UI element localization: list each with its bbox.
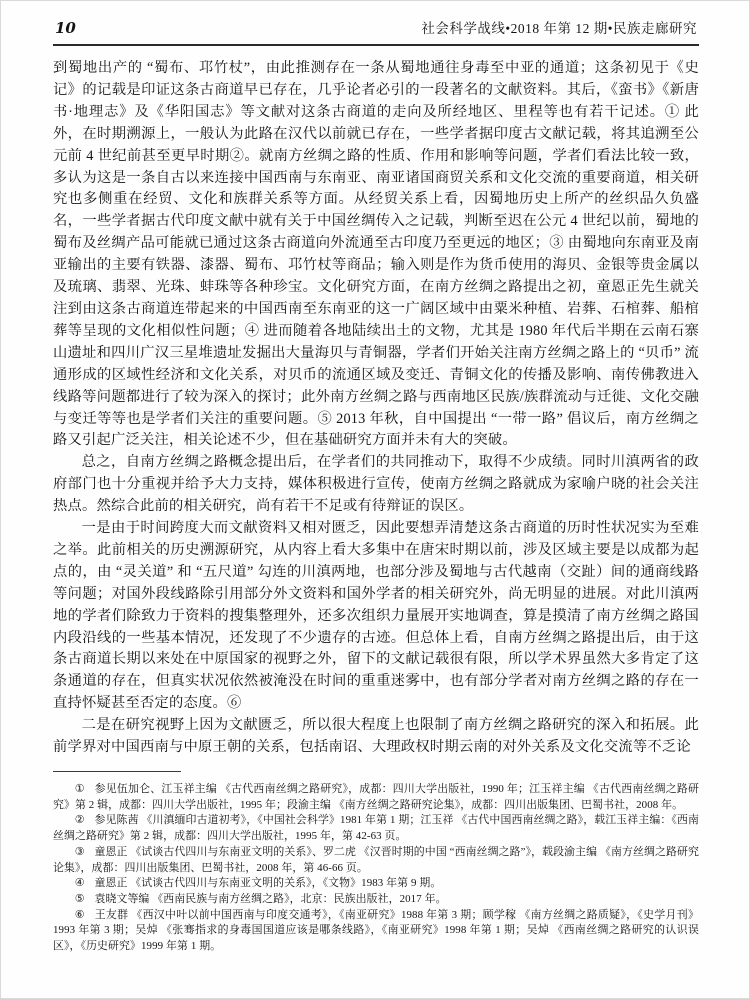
footnote-text: 参见陈茜 《川滇缅印古道初考》，《中国社会科学》1981 年第 1 期；江玉祥 《古代中国西南丝绸之路》，载江玉祥主编：《西南丝绸之路研究》第 2 辑，成都：四川大学出版社，1995 年，第 42-63 页。: [53, 814, 699, 843]
footnote-marker: ④: [74, 877, 85, 890]
footnote-text: 童恩正 《试谈古代四川与东南亚文明的关系》，《文物》1983 年第 9 期。: [94, 877, 442, 890]
footnote: [53, 908, 699, 955]
footnote-marker: ②: [74, 814, 85, 827]
footnote-marker: ⑥: [74, 908, 85, 921]
journal-header: 社会科学战线•2018 年第 12 期•民族走廊研究: [421, 21, 697, 36]
body-paragraph: 一是由于时间跨度大而文献资料又相对匮乏，因此要想弄清楚这条古商道的历时性状况实为至难之举。此前相关的历史溯源研究，从内容上看大多集中在唐宋时期以前，涉及区域主要是以成都为起点的，由 “灵关道” 和 “五尺道” 勾连的川滇两地，也部分涉及蜀地与古代越南（交趾）间的通商线路等问题；对国外段线路除引用部分外文资料和国外学者的相关研究外，尚无明显的进展。对此川滇两地的学者们除致力于资料的搜集整理外，还多次组织力量展开实地调查，算是摸清了南方丝绸之路国内段沿线的一些基本情况，还发现了不少遗存的古迹。但总体上看，自南方丝绸之路提出后，由于这条古商道长期以来处在中原国家的视野之外，留下的文献记载很有限，所以学术界虽然大多肯定了这条通道的存在，但真实状况依然被淹没在时间的重重迷雾中，也有部分学者对南方丝绸之路的存在一直持怀疑甚至否定的态度。⑥: [53, 520, 699, 712]
footnote-marker: ①: [74, 783, 85, 795]
footnote: [53, 876, 699, 892]
footnote-marker: ⑤: [74, 892, 85, 905]
body-paragraph: 二是在研究视野上因为文献匮乏，所以很大程度上也限制了南方丝绸之路研究的深入和拓展。此前学界对中国西南与中原王朝的关系，包括南诏、大理政权时期云南的对外关系及文化交流等不乏论: [53, 717, 699, 756]
footnote: [53, 845, 699, 876]
page-number: 10: [55, 19, 76, 37]
footnote-text: 袁晓文等编 《西南民族与南方丝绸之路》，北京：民族出版社，2017 年。: [94, 892, 447, 905]
footnote: [53, 782, 699, 813]
footnote-separator-rule: [53, 771, 181, 772]
footnote-text: 参见伍加仑、江玉祥主编 《古代西南丝绸之路研究》，成都：四川大学出版社，1990 年；江玉祥主编 《古代西南丝绸之路研究》第 2 辑，成都：四川大学出版社，1995 年；段渝主编 《南方丝绸之路研究论集》，成都：四川出版集团、巴蜀书社，2008 年。: [53, 783, 699, 811]
footnote-text: 童恩正 《试谈古代四川与东南亚文明的关系》、罗二虎 《汉晋时期的中国 “西南丝绸之路”》，载段渝主编 《南方丝绸之路研究论集》，成都：四川出版集团、巴蜀书社，2008 年，第 46-66 页。: [53, 845, 699, 874]
footnote-text: 王友群 《西汉中叶以前中国西南与印度交通考》，《南亚研究》1988 年第 3 期；顾学稼 《南方丝绸之路质疑》，《史学月刊》1993 年第 3 期；吴焯 《张骞指求的身毒国国道应该是哪条线路》，《南亚研究》1998 年第 1 期；吴焯 《西南丝绸之路研究的认识误区》，《历史研究》1999 年第 1 期。: [53, 908, 699, 953]
footnote: [53, 813, 699, 844]
page-header: [53, 13, 699, 37]
footnote: [53, 892, 699, 908]
footnote-marker: ③: [74, 845, 85, 858]
body-paragraph: 到蜀地出产的 “蜀布、邛竹杖”，由此推测存在一条从蜀地通往身毒至中亚的通道；这条初见于《史记》的记载是印证这条古商道早已存在，几乎论者必引的一段著名的文献资料。其后，《蛮书》《新唐书·地理志》及《华阳国志》等文献对这条古商道的走向及所经地区、里程等也有若干记述。① 此外，在时期溯源上，一般认为此路在汉代以前就已存在，一些学者据印度古文献记载，将其追溯至公元前 4 世纪前甚至更早时期②。就南方丝绸之路的性质、作用和影响等问题，学者们看法比较一致，多认为这是一条自古以来连接中国西南与东南亚、南亚诸国商贸关系和文化交流的重要商道，相关研究也多侧重在经贸、文化和族群关系等方面。从经贸关系上看，因蜀地历史上所产的丝织品久负盛名，一些学者据古代印度文献中就有关于中国丝绸传入之记载，判断至迟在公元 4 世纪以前，蜀地的蜀布及丝绸产品可能就已通过这条古商道向外流通至古印度乃至更远的地区；③ 由蜀地向东南亚及南亚输出的主要有铁器、漆器、蜀布、邛竹杖等商品；输入则是作为货币使用的海贝、金银等贵金属以及琉璃、翡翠、光珠、蚌珠等各种珍宝。文化研究方面，在南方丝绸之路提出之初，童恩正先生就关注到由这条古商道连带起来的中国西南至东南亚的这一广阔区域中由粟米种植、岩葬、石棺葬、船棺葬等呈现的文化相似性问题；④ 进而随着各地陆续出土的文物，尤其是 1980 年代后半期在云南石寨山遗址和四川广汉三星堆遗址发掘出大量海贝与青铜器，学者们开始关注南方丝绸之路上的 “贝币” 流通形成的区域性经济和文化关系，对贝币的流通区域及变迁、青铜文化的传播及影响、南传佛教进入线路等问题都进行了较为深入的探讨；此外南方丝绸之路与西南地区民族/族群流动与迁徙、文化交融与变迁等等也是学者们关注的重要问题。⑤ 2013 年秋，自中国提出 “一带一路” 倡议后，南方丝绸之路又引起广泛关注，相关论述不少，但在基础研究方面并未有大的突破。: [53, 60, 699, 449]
body-paragraph: 总之，自南方丝绸之路概念提出后，在学者们的共同推动下，取得不少成绩。同时川滇两省的政府部门也十分重视并给予大力支持，媒体积极进行宣传，使南方丝绸之路就成为家喻户晓的社会关注热点。然综合此前的相关研究，尚有若干不足或有待辩证的误区。: [53, 454, 699, 515]
header-rule: [53, 44, 699, 46]
footnotes-section: [53, 782, 699, 955]
article-body: [53, 58, 699, 759]
